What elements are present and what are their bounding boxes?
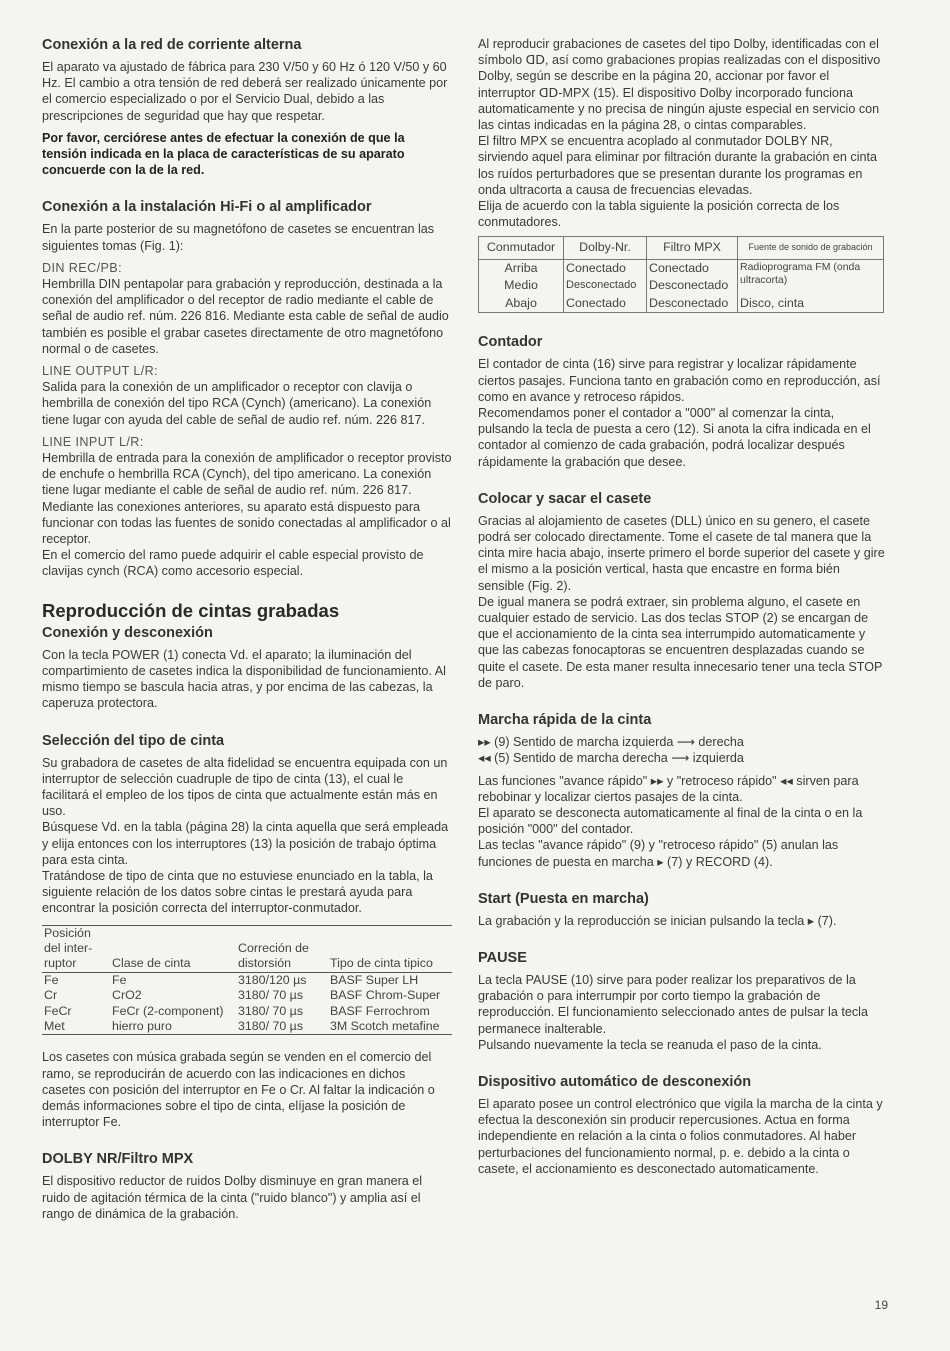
paragraph: Recomendamos poner el contador a "000" al comenzar la cinta, pulsando la tecla de puesta a cero (12). Si anota la cifra indicada en el contador al comienzo de cada grabación, podrá localizar después rápidamente la grabación que desee. bbox=[478, 406, 871, 469]
table-cell: Medio bbox=[479, 277, 564, 295]
paragraph: Los casetes con música grabada según se venden en el comercio del ramo, se reproducirán de acuerdo con las indicaciones en dichos casetes con posición del interruptor en Fe o Cr. Al faltar la indicación o demás informaciones sobre el tipo de cinta, elíjase la posición de interruptor Fe. bbox=[42, 1050, 435, 1130]
table-cell: BASF Super LH bbox=[330, 972, 419, 987]
paragraph: Tratándose de tipo de cinta que no estuviese enunciado en la tabla, la siguiente relación de los datos sobre cintas le prestará ayuda para encontrar la posición correcta del interruptor-conmutador. bbox=[42, 868, 433, 916]
table-row bbox=[479, 295, 884, 313]
section-title-onoff: Conexión y desconexión bbox=[42, 624, 213, 641]
paragraph: El filtro MPX se encuentra acoplado al conmutador DOLBY NR, sirviendo aquel para eliminar por filtración durante la grabación en cinta los ruídos perturbadores que se presentan durante los programas en onda ultracorta a causa de frecuencias elevadas. bbox=[478, 134, 878, 197]
section-title-start: Start (Puesta en marcha) bbox=[478, 890, 649, 907]
table-cell: Desconectado bbox=[647, 295, 738, 313]
paragraph: El dispositivo reductor de ruidos Dolby disminuye en gran manera el ruido de agitación térmica de la cinta ("ruido blanco") y amplia así el rango de dinámica de la grabación. bbox=[42, 1174, 423, 1221]
table-row bbox=[42, 1019, 452, 1035]
table-cell: FeCr (2-component) bbox=[112, 1003, 224, 1018]
paragraph: En la parte posterior de su magnetófono de casetes se encuentran las siguientes tomas (Fig. 1): bbox=[42, 222, 435, 253]
table-cell: Disco, cinta bbox=[738, 295, 884, 313]
table-cell: 3180/120 µs bbox=[238, 972, 307, 987]
table-cell: Fe bbox=[44, 972, 59, 987]
paragraph: Su grabadora de casetes de alta fidelidad se encuentra equipada con un interruptor de selección cuadruple de tipo de cinta (13), el cual le facilitará el empleo de los tipos de cinta que actualmente están más en uso. bbox=[42, 755, 448, 819]
paragraph: El aparato va ajustado de fábrica para 230 V/50 y 60 Hz ó 120 V/50 y 60 Hz. El cambio a otra tensión de red deberá ser realizado únicamente por el comercio especializado o por el Servicio Dual, debido a las prescripciones de seguridad que hay que respetar. bbox=[42, 60, 448, 123]
paragraph: Las teclas "avance rápido" (9) y "retroceso rápido" (5) anulan las funciones de puesta en marcha ▸ (7) y RECORD (4). bbox=[478, 838, 839, 869]
table-header: Fuente de sonido de grabación bbox=[738, 237, 884, 260]
paragraph: Pulsando nuevamente la tecla se reanuda el paso de la cinta. bbox=[478, 1037, 822, 1052]
table-row bbox=[42, 1004, 452, 1019]
section-title-tape-type: Selección del tipo de cinta bbox=[42, 732, 225, 749]
table-cell: Desconectado bbox=[647, 277, 738, 295]
table-cell: CrO2 bbox=[112, 988, 142, 1003]
table-cell: Abajo bbox=[479, 295, 564, 313]
paragraph: Las funciones "avance rápido" ▸▸ y "retroceso rápido" ◂◂ sirven para rebobinar y localizar ciertos pasajes de la cinta. bbox=[478, 773, 859, 804]
section-title-auto-stop: Dispositivo automático de desconexión bbox=[478, 1073, 752, 1090]
table-row bbox=[42, 988, 452, 1003]
paragraph: Gracias al alojamiento de casetes (DLL) único en su genero, el casete podrá ser colocado directamente. Tome el casete de tal manera que la cinta mire hacia abajo, inserte primero el borde superior del casete y gire el mismo a la posición vertical, hasta que encastre en forma bién sensible (Fig. 2). bbox=[478, 513, 885, 593]
table-cell: Conectado bbox=[564, 295, 647, 313]
page-number: 19 bbox=[874, 1298, 888, 1312]
section-title-pause: PAUSE bbox=[478, 949, 527, 966]
table-cell: Conectado bbox=[647, 259, 738, 277]
section-title-cassette: Colocar y sacar el casete bbox=[478, 490, 652, 507]
paragraph: Elija de acuerdo con la tabla siguiente la posición correcta de los conmutadores. bbox=[478, 199, 840, 230]
table-header: Clase de cinta bbox=[110, 925, 236, 972]
table-cell: Radioprograma FM (onda ultracorta) bbox=[738, 259, 884, 295]
socket-label-din: DIN REC/PB: bbox=[42, 260, 122, 275]
table-cell: Desconectado bbox=[564, 277, 647, 295]
table-cell: hierro puro bbox=[110, 1019, 236, 1035]
paragraph: El contador de cinta (16) sirve para registrar y localizar rápidamente ciertos pasajes. Funciona tanto en grabación como en reproducción, así como en avance y retroceso rápidos. bbox=[478, 357, 881, 404]
paragraph: Con la tecla POWER (1) conecta Vd. el aparato; la iluminación del compartimiento de casetes indica la disponibilidad de funcionamiento. Al mismo tiempo se bascula hacia atras, y por encima de las cabezas, la caperuza protectora. bbox=[42, 647, 446, 711]
table-header: Dolby-Nr. bbox=[564, 237, 647, 260]
table-cell: FeCr bbox=[44, 1003, 72, 1018]
table-header: Filtro MPX bbox=[647, 237, 738, 260]
section-title-hifi: Conexión a la instalación Hi-Fi o al amplificador bbox=[42, 199, 372, 216]
table-header: Correción de distorsión bbox=[236, 925, 328, 972]
paragraph: Mediante las conexiones anteriores, su aparato está dispuesto para funcionar con todas las fuentes de sonido conectadas al amplificador o al receptor. bbox=[42, 499, 451, 547]
paragraph: La tecla PAUSE (10) sirve para poder realizar los preparativos de la grabación o para interrumpir por corto tiempo la grabación de reproducción. El funcionamiento seleccionado antes de pulsar la tecla permanece inalterable. bbox=[478, 972, 868, 1036]
table-header: Posición del inter-ruptor bbox=[42, 925, 110, 972]
paragraph: El aparato se desconecta automaticamente al final de la cinta o en la posición "000" del contador. bbox=[478, 805, 863, 837]
warning-paragraph: Por favor, cerciórese antes de efectuar la conexión de que la tensión indicada en la placa de características de su aparato concuerde con la de la red. bbox=[42, 130, 405, 178]
socket-label-line-input: LINE INPUT L/R: bbox=[42, 434, 144, 449]
table-row bbox=[42, 972, 452, 988]
table-cell: Arriba bbox=[479, 259, 564, 277]
table-cell: Cr bbox=[44, 988, 58, 1003]
paragraph: Hembrilla de entrada para la conexión de amplificador o receptor provisto de enchufe o hembrilla RCA (Cynch), del tipo americano. La conexión tiene lugar mediante el cable de señal de audio ref. núm. 226 817. bbox=[42, 451, 452, 498]
switch-position-table bbox=[478, 236, 884, 313]
table-cell: BASF Chrom-Super bbox=[330, 988, 441, 1003]
paragraph: De igual manera se podrá extraer, sin problema alguno, el casete en cualquier estado de servicio. Las dos teclas STOP (2) se encargan de que el accionamiento de la cinta sea interrumpido automaticamente y que las cabezas fonocaptoras se encuentren desplazadas cuando se quite el casete. De esta maner resulta innecesario tener una tecla STOP de paro. bbox=[478, 594, 883, 690]
main-heading-playback: Reproducción de cintas grabadas bbox=[42, 599, 340, 621]
paragraph: El aparato posee un control electrónico que vigila la marcha de la cinta y efectua la desconexión sin producir repercusiones. Actua en forma independiente en relación a la cinta o folios conmutadores. Al haber perturbaciones del funcionamiento normal, p. e. debido a la cinta o casete, el accionamiento es desconectado automaticamente. bbox=[478, 1096, 883, 1176]
paragraph: La grabación y la reproducción se inician pulsando la tecla ▸ (7). bbox=[478, 913, 837, 928]
table-cell: 3180/ 70 µs bbox=[238, 1003, 304, 1018]
paragraph: Al reproducir grabaciones de casetes del tipo Dolby, identificadas con el símbolo ᗡᗞ, así como grabaciones propias realizadas con el dispositivo Dolby, según se describe en la página 20, accionar por favor el interruptor ᗡᗞ-MPX (15). El dispositivo Dolby incorporado funciona automaticamente y no precisa de ningún ajuste especial en servicio con las cintas indicadas en la página 28, o cintas comparables. bbox=[478, 37, 881, 133]
table-cell: Fe bbox=[112, 972, 127, 987]
section-title-counter: Contador bbox=[478, 334, 543, 351]
section-title-power: Conexión a la red de corriente alterna bbox=[42, 37, 302, 53]
socket-label-line-output: LINE OUTPUT L/R: bbox=[42, 364, 159, 379]
table-cell: 3180/ 70 µs bbox=[236, 1019, 328, 1035]
section-title-fast-wind: Marcha rápida de la cinta bbox=[478, 712, 652, 729]
section-title-dolby: DOLBY NR/Filtro MPX bbox=[42, 1151, 194, 1168]
right-column bbox=[478, 36, 886, 1177]
table-row bbox=[479, 259, 884, 277]
rewind-line: ◂◂ (5) Sentido de marcha derecha ⟶ izquierda bbox=[478, 751, 744, 766]
table-header: Tipo de cinta tipico bbox=[328, 925, 452, 972]
paragraph: Hembrilla DIN pentapolar para grabación y reproducción, destinada a la conexión del amplificador o del receptor de radio mediante el cable de señal de audio ref. núm. 226 816. Mediante esta cable de señal de audio también es posible el grabar casetes directamente de otro magnetófono normal o de casetes. bbox=[42, 277, 449, 356]
paragraph: Búsquese Vd. en la tabla (página 28) la cinta aquella que será empleada y elija entonces con los interruptores (13) la posición de trabajo óptima para esta cinta. bbox=[42, 820, 449, 867]
fast-forward-line: ▸▸ (9) Sentido de marcha izquierda ⟶ derecha bbox=[478, 735, 744, 750]
tape-type-table bbox=[42, 925, 452, 1036]
table-cell: 3180/ 70 µs bbox=[238, 988, 304, 1003]
table-cell: 3M Scotch metafine bbox=[328, 1019, 452, 1035]
table-cell: Conectado bbox=[564, 259, 647, 277]
table-cell: BASF Ferrochrom bbox=[330, 1003, 430, 1018]
left-column bbox=[42, 36, 452, 1222]
paragraph: Salida para la conexión de un amplificador o receptor con clavija o hembrilla de conexión del tipo RCA (Cynch) (americano). La conexión tiene lugar con ayuda del cable de señal de audio ref. núm. 226 817. bbox=[42, 380, 432, 427]
table-cell: Met bbox=[42, 1019, 110, 1035]
table-header: Conmutador bbox=[479, 237, 564, 260]
paragraph: En el comercio del ramo puede adquirir el cable especial provisto de clavijas cynch (RCA) como accesorio especial. bbox=[42, 548, 424, 579]
